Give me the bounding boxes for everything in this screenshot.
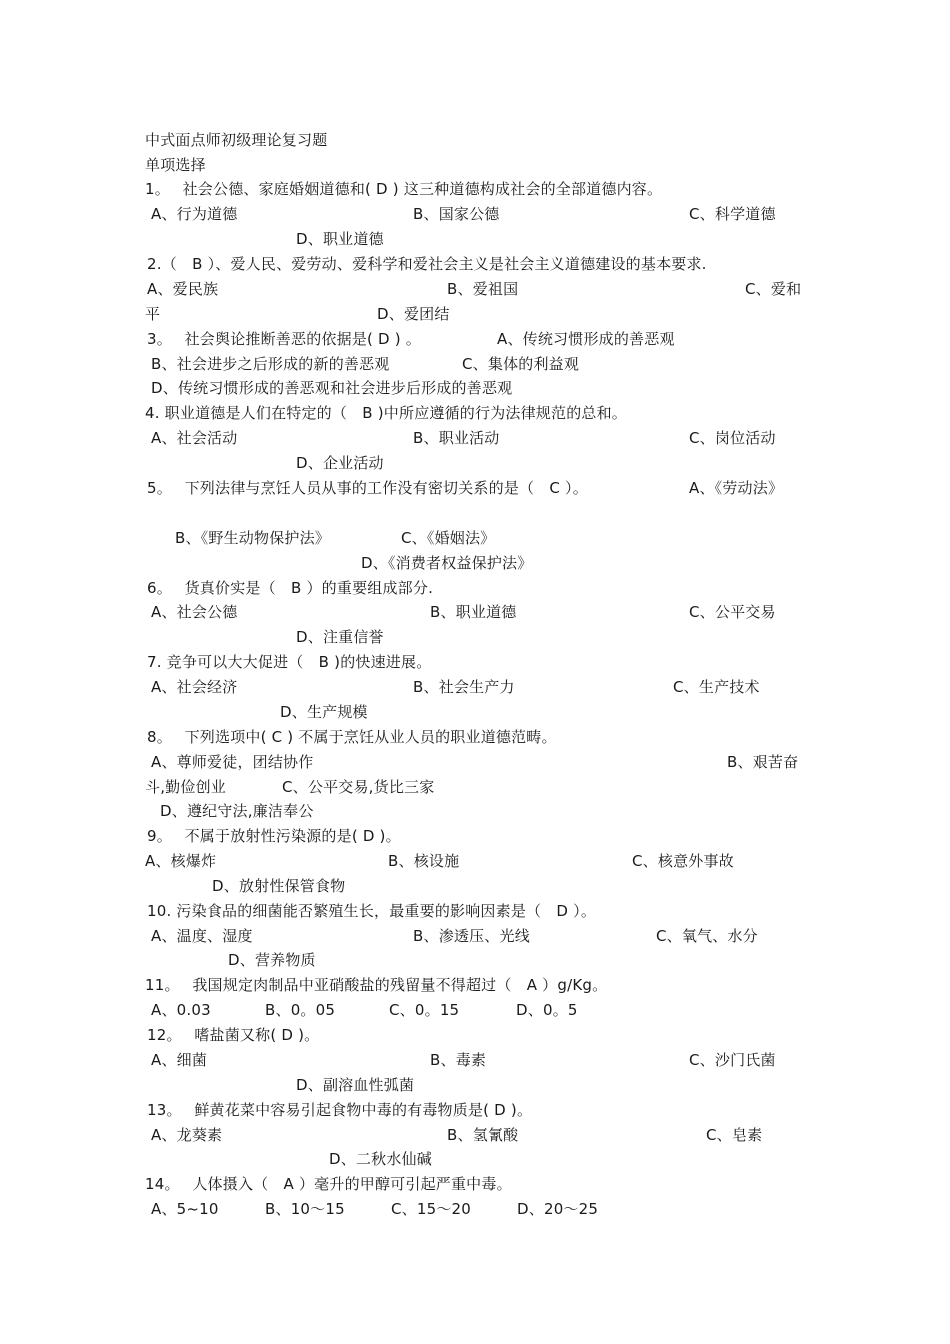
q5-option-d: D、《消费者权益保护法》 (361, 554, 533, 572)
question-3: 3。 社会舆论推断善恶的依据是( D ) 。 (147, 330, 421, 348)
q9-option-b: B、核设施 (388, 852, 460, 870)
q13-option-b: B、氢氰酸 (447, 1126, 519, 1144)
q4-option-a: A、社会活动 (151, 429, 238, 447)
q5-option-b: B、《野生动物保护法》 (175, 529, 330, 547)
q2-option-a: A、爱民族 (147, 280, 219, 298)
question-8: 8。 下列选项中( C ) 不属于烹饪从业人员的职业道德范畴。 (147, 728, 557, 746)
q2-option-d: D、爱团结 (377, 305, 450, 323)
q2-option-c: C、爱和 (745, 280, 802, 298)
q4-option-d: D、企业活动 (296, 454, 384, 472)
q4-option-b: B、职业活动 (413, 429, 500, 447)
q9-option-a: A、核爆炸 (145, 852, 217, 870)
q12-option-b: B、毒素 (430, 1051, 487, 1069)
q6-option-b: B、职业道德 (430, 603, 517, 621)
question-5: 5。 下列法律与烹饪人员从事的工作没有密切关系的是（ C ）。 (147, 479, 588, 497)
q1-option-d: D、职业道德 (296, 230, 384, 248)
q7-option-b: B、社会生产力 (413, 678, 515, 696)
q9-option-c: C、核意外事故 (632, 852, 734, 870)
q8-option-b: B、艰苦奋 (727, 753, 799, 771)
q13-option-d: D、二秋水仙碱 (329, 1150, 432, 1168)
q7-option-c: C、生产技术 (673, 678, 760, 696)
q3-option-a: A、传统习惯形成的善恶观 (497, 330, 675, 348)
question-2: 2.（ B ）、爱人民、爱劳动、爱科学和爱社会主义是社会主义道德建设的基本要求. (147, 255, 707, 273)
question-13: 13。 鲜黄花菜中容易引起食物中毒的有毒物质是( D )。 (147, 1101, 533, 1119)
q14-option-d: D、20～25 (517, 1200, 599, 1218)
q10-option-d: D、营养物质 (228, 951, 316, 969)
q10-option-c: C、氧气、水分 (656, 927, 758, 945)
q7-option-d: D、生产规模 (280, 703, 368, 721)
q8-option-a: A、尊师爱徒，团结协作 (151, 753, 314, 771)
q4-option-c: C、岗位活动 (689, 429, 776, 447)
question-10: 10. 污染食品的细菌能否繁殖生长，最重要的影响因素是（ D ）。 (147, 902, 597, 920)
q8-option-d: D、遵纪守法,廉洁奉公 (160, 802, 314, 820)
q3-option-c: C、集体的利益观 (462, 355, 580, 373)
q7-option-a: A、社会经济 (151, 678, 238, 696)
document-title: 中式面点师初级理论复习题 (145, 131, 328, 149)
q13-option-c: C、皂素 (706, 1126, 763, 1144)
q2-option-c-wrap: 平 (145, 305, 161, 323)
q1-option-c: C、科学道德 (689, 205, 776, 223)
q5-option-a: A、《劳动法》 (689, 479, 784, 497)
question-12: 12。 嗜盐菌又称( D )。 (147, 1026, 320, 1044)
q5-option-c: C、《婚姻法》 (401, 529, 496, 547)
q12-option-d: D、副溶血性弧菌 (296, 1076, 415, 1094)
question-11: 11。 我国规定肉制品中亚硝酸盐的残留量不得超过（ A ）g/Kg。 (145, 976, 608, 994)
q1-option-b: B、国家公德 (413, 205, 500, 223)
q2-option-b: B、爱祖国 (447, 280, 519, 298)
q10-option-b: B、渗透压、光线 (413, 927, 530, 945)
q1-option-a: A、行为道德 (151, 205, 238, 223)
question-4: 4. 职业道德是人们在特定的（ B )中所应遵循的行为法律规范的总和。 (145, 404, 627, 422)
q11-option-d: D、0。5 (516, 1001, 578, 1019)
question-6: 6。 货真价实是（ B ）的重要组成部分. (147, 579, 434, 597)
q13-option-a: A、龙葵素 (151, 1126, 223, 1144)
q3-option-b: B、社会进步之后形成的新的善恶观 (151, 355, 390, 373)
q12-option-a: A、细菌 (151, 1051, 208, 1069)
q8-option-c: C、公平交易,货比三家 (282, 778, 435, 796)
question-9: 9。 不属于放射性污染源的是( D )。 (147, 827, 401, 845)
q12-option-c: C、沙门氏菌 (689, 1051, 776, 1069)
q14-option-b: B、10～15 (265, 1200, 345, 1218)
question-14: 14。 人体摄入（ A ）毫升的甲醇可引起严重中毒。 (145, 1175, 512, 1193)
q3-option-d: D、传统习惯形成的善恶观和社会进步后形成的善恶观 (151, 379, 513, 397)
q11-option-c: C、0。15 (389, 1001, 460, 1019)
q10-option-a: A、温度、湿度 (151, 927, 253, 945)
section-heading: 单项选择 (145, 156, 206, 174)
q6-option-a: A、社会公德 (151, 603, 238, 621)
q11-option-b: B、0。05 (265, 1001, 336, 1019)
q6-option-c: C、公平交易 (689, 603, 776, 621)
question-7: 7. 竞争可以大大促进（ B )的快速进展。 (147, 653, 432, 671)
q9-option-d: D、放射性保管食物 (212, 877, 346, 895)
q6-option-d: D、注重信誉 (296, 628, 384, 646)
q14-option-a: A、5~10 (151, 1200, 219, 1218)
question-1: 1。 社会公德、家庭婚姻道德和( D ) 这三种道德构成社会的全部道德内容。 (145, 180, 663, 198)
q8-option-b-wrap: 斗,勤俭创业 (145, 778, 226, 796)
q14-option-c: C、15～20 (391, 1200, 472, 1218)
q11-option-a: A、0.03 (151, 1001, 211, 1019)
